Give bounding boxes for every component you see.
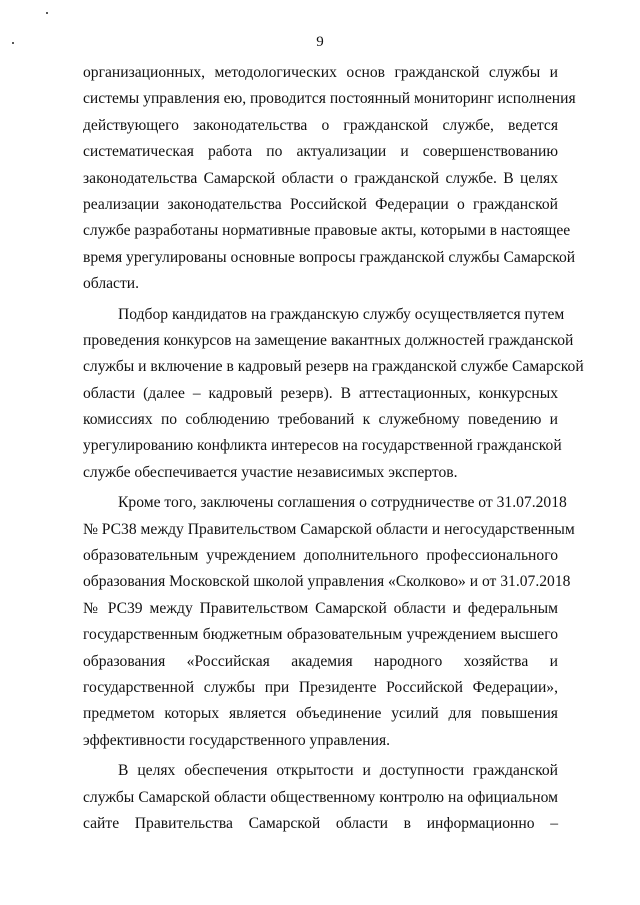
text-line: службе обеспечивается участие независимых экспертов. [83,463,458,481]
text-line: Кроме того, заключены соглашения о сотрудничестве от 31.07.2018 [118,494,567,512]
text-line: предметом которых является объединение усилий для повышения [83,705,558,723]
text-line: урегулированию конфликта интересов на государственной гражданской [83,437,562,455]
text-line: сайте Правительства Самарской области в информационно – [83,814,558,832]
text-line: государственной службы при Президенте Российской Федерации», [83,678,558,696]
scan-speck [46,12,48,14]
text-line: образовательным учреждением дополнительного профессионального [83,547,558,565]
text-line: действующего законодательства о гражданской службе, ведется [83,116,558,134]
text-line: комиссиях по соблюдению требований к служебному поведению и [83,411,558,429]
text-line: образования Московской школой управления «Сколково» и от 31.07.2018 [83,573,571,591]
paragraph [83,490,575,754]
paragraph [83,758,558,837]
text-line: № РС38 между Правительством Самарской области и негосударственным [83,520,575,538]
text-line: Подбор кандидатов на гражданскую службу осуществляется путем [118,305,565,323]
text-line: организационных, методологических основ гражданской службы и [83,64,558,81]
text-line: № РС39 между Правительством Самарской области и федеральным [83,599,558,617]
text-line: области (далее – кадровый резерв). В аттестационных, конкурсных [83,384,558,402]
text-line: государственным бюджетным образовательным учреждением высшего [83,626,558,644]
text-line: службы и включение в кадровый резерв на гражданской службе Самарской [83,358,584,376]
paragraph [83,302,584,487]
text-line: системы управления ею, проводится постоянный мониторинг исполнения [83,90,576,108]
text-line: систематическая работа по актуализации и совершенствованию [83,143,558,161]
paragraph [83,60,576,298]
page-number: 9 [316,34,324,50]
text-line: В целях обеспечения открытости и доступности гражданской [118,762,558,780]
text-line: службы Самарской области общественному контролю на официальном [83,788,558,806]
text-line: службе разработаны нормативные правовые акты, которыми в настоящее [83,222,571,240]
text-line: области. [83,275,140,293]
text-line: реализации законодательства Российской Федерации о гражданской [83,195,558,213]
text-line: образования «Российская академия народного хозяйства и [83,652,558,670]
text-line: законодательства Самарской области о гражданской службе. В целях [83,169,558,187]
text-line: время урегулированы основные вопросы гражданской службы Самарской [83,248,576,266]
text-line: эффективности государственного управления. [83,731,391,749]
document-body [83,60,584,841]
text-line: проведения конкурсов на замещение вакантных должностей гражданской [83,331,574,349]
